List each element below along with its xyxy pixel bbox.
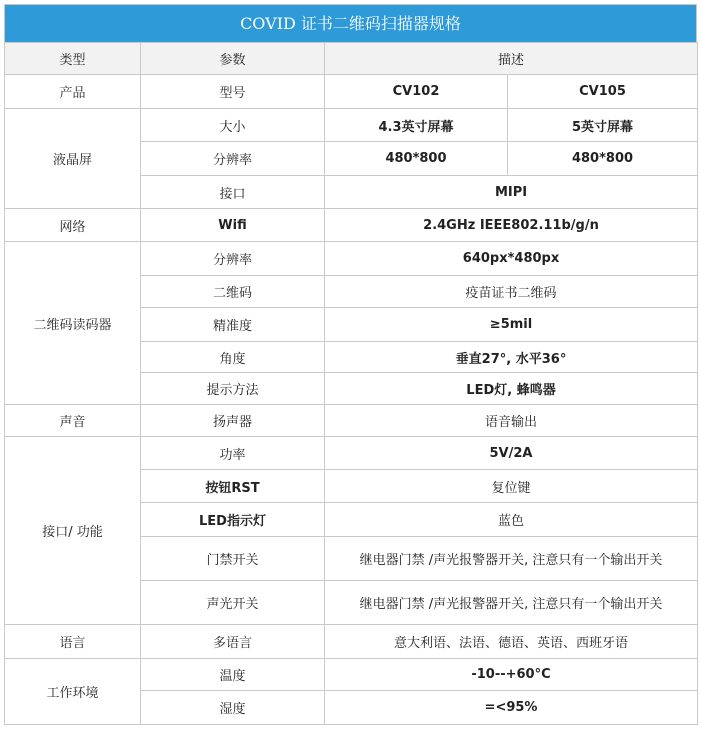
header-param: 参数 (141, 43, 325, 75)
value-alarm-switch: 继电器门禁 /声光报警器开关, 注意只有一个输出开关 (325, 581, 698, 625)
header-row (5, 43, 698, 75)
table-row (5, 405, 698, 437)
table-row (5, 437, 698, 470)
param-temperature: 温度 (141, 659, 325, 691)
category-language: 语言 (5, 625, 141, 659)
param-power: 功率 (141, 437, 325, 470)
table-row (5, 242, 698, 276)
param-reader-resolution: 分辨率 (141, 242, 325, 276)
value-qrcode: 疫苗证书二维码 (325, 276, 698, 308)
spec-sheet (4, 4, 697, 725)
value-wifi: 2.4GHz IEEE802.11b/g/n (325, 209, 698, 242)
category-sound: 声音 (5, 405, 141, 437)
param-button: 按钮RST (141, 470, 325, 503)
value-reader-resolution: 640px*480px (325, 242, 698, 276)
param-precision: 精准度 (141, 308, 325, 342)
category-interface: 接口/ 功能 (5, 437, 141, 625)
param-multilanguage: 多语言 (141, 625, 325, 659)
value-model-a: CV102 (325, 75, 508, 109)
category-network: 网络 (5, 209, 141, 242)
param-humidity: 湿度 (141, 691, 325, 725)
value-door-switch: 继电器门禁 /声光报警器开关, 注意只有一个输出开关 (325, 537, 698, 581)
param-speaker: 扬声器 (141, 405, 325, 437)
category-lcd: 液晶屏 (5, 109, 141, 209)
category-product: 产品 (5, 75, 141, 109)
value-res-b: 480*800 (508, 142, 698, 176)
value-angle: 垂直27°, 水平36° (325, 342, 698, 373)
param-led: LED指示灯 (141, 503, 325, 537)
value-button: 复位键 (325, 470, 698, 503)
header-type: 类型 (5, 43, 141, 75)
table-title: COVID 证书二维码扫描器规格 (4, 4, 697, 42)
header-desc: 描述 (325, 43, 698, 75)
param-prompt: 提示方法 (141, 373, 325, 405)
value-led: 蓝色 (325, 503, 698, 537)
value-temperature: -10--+60°C (325, 659, 698, 691)
table-row (5, 209, 698, 242)
value-size-a: 4.3英寸屏幕 (325, 109, 508, 142)
value-res-a: 480*800 (325, 142, 508, 176)
category-reader: 二维码读码器 (5, 242, 141, 405)
value-lcd-interface: MIPI (325, 176, 698, 209)
value-model-b: CV105 (508, 75, 698, 109)
value-languages: 意大利语、法语、德语、英语、西班牙语 (325, 625, 698, 659)
value-humidity: =<95% (325, 691, 698, 725)
table-row (5, 109, 698, 142)
param-lcd-resolution: 分辨率 (141, 142, 325, 176)
param-lcd-interface: 接口 (141, 176, 325, 209)
param-model: 型号 (141, 75, 325, 109)
table-row (5, 75, 698, 109)
param-wifi: Wifi (141, 209, 325, 242)
value-prompt: LED灯, 蜂鸣器 (325, 373, 698, 405)
value-size-b: 5英寸屏幕 (508, 109, 698, 142)
param-alarm-switch: 声光开关 (141, 581, 325, 625)
table-row (5, 659, 698, 691)
param-qrcode: 二维码 (141, 276, 325, 308)
param-size: 大小 (141, 109, 325, 142)
category-environment: 工作环境 (5, 659, 141, 725)
value-precision: ≥5mil (325, 308, 698, 342)
param-door-switch: 门禁开关 (141, 537, 325, 581)
value-power: 5V/2A (325, 437, 698, 470)
table-row (5, 625, 698, 659)
spec-table (4, 42, 698, 725)
param-angle: 角度 (141, 342, 325, 373)
value-speaker: 语音输出 (325, 405, 698, 437)
